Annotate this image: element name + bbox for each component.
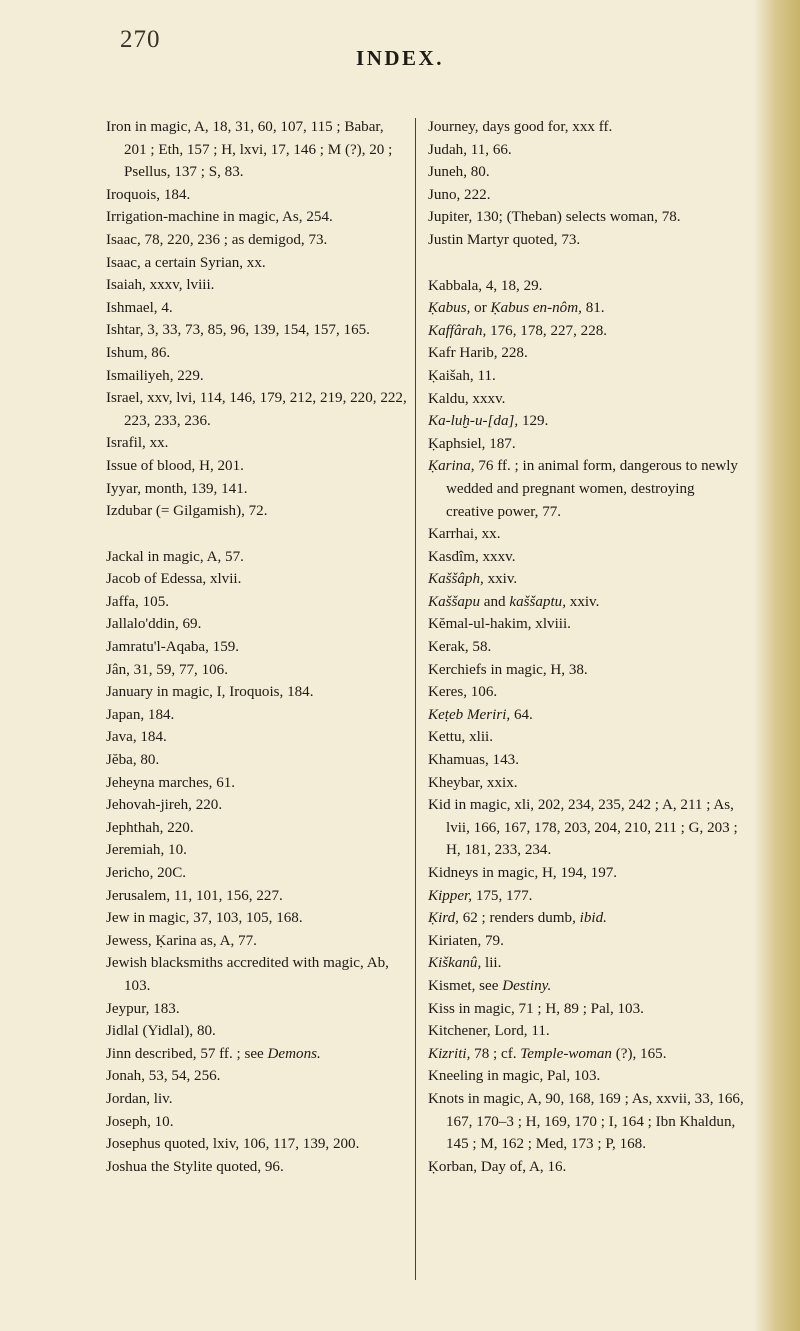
entry-headword: Kipper, [428, 887, 473, 904]
entry-text: Journey, days good for, xxx ff. [428, 119, 613, 135]
index-entry [428, 342, 744, 365]
index-entry [106, 681, 410, 704]
left-index-column [106, 116, 410, 1178]
index-entry [428, 1020, 744, 1043]
entry-text: Jân, 31, 59, 77, 106. [106, 661, 229, 678]
entry-text: Isaac, a certain Syrian, xx. [106, 254, 266, 271]
entry-text: Kiss in magic, 71 ; H, 89 ; Pal, 103. [428, 1000, 644, 1017]
entry-text: Jĕba, 80. [106, 752, 160, 769]
entry-text: Jephthah, 220. [106, 819, 194, 836]
entry-text: Jinn described, 57 ff. ; see [106, 1045, 264, 1062]
entry-text: 175, 177. [475, 887, 533, 904]
entry-text: Kitchener, Lord, 11. [428, 1023, 550, 1040]
index-entry [428, 116, 744, 139]
letter-section-gap [106, 523, 410, 546]
index-entry [428, 523, 744, 546]
entry-text: Jallalo'ddin, 69. [106, 616, 202, 633]
entry-text: Ḳaphsiel, 187. [428, 435, 516, 452]
index-entry [428, 613, 744, 636]
index-entry [106, 636, 410, 659]
entry-text: Knots in magic, A, 90, 168, 169 ; As, xxvii, 33, 166, 167, 170–3 ; H, 169, 170 ; I, 164 ; Ibn Khaldun, 145 ; M, 162 ; Med, 173 ; P, 168. [428, 1090, 744, 1153]
entry-headword: Kaffârah, [428, 322, 487, 339]
entry-text: Kafr Harib, 228. [428, 345, 528, 362]
entry-text: Ḳorban, Day of, A, 16. [428, 1158, 567, 1175]
index-entry [106, 229, 410, 252]
entry-headword: Ḳird, [428, 910, 459, 927]
entry-text: Java, 184. [106, 729, 167, 746]
entry-text: January in magic, I, Iroquois, 184. [106, 684, 314, 701]
entry-text: Joshua the Stylite quoted, 96. [106, 1158, 284, 1175]
index-entry [428, 455, 744, 523]
index-entry [106, 274, 410, 297]
entry-text: Jacob of Edessa, xlvii. [106, 571, 242, 588]
entry-text: Jupiter, 130; (Theban) selects woman, 78. [428, 209, 681, 226]
index-entry [106, 1111, 410, 1134]
cross-reference: Demons. [267, 1045, 321, 1062]
entry-text: Jehovah-jireh, 220. [106, 797, 223, 814]
index-entry [428, 546, 744, 569]
entry-text: Irrigation-machine in magic, As, 254. [106, 209, 333, 226]
entry-text: 62 ; renders dumb, [462, 910, 576, 927]
entry-text: Iron in magic, A, 18, 31, 60, 107, 115 ; Babar, 201 ; Eth, 157 ; H, lxvi, 17, 146 ; M (?), 20 ; Psellus, 137 ; S, 83. [106, 119, 393, 181]
entry-text: Kid in magic, xli, 202, 234, 235, 242 ; A, 211 ; As, lvii, 166, 167, 178, 203, 204, 210, 211 ; G, 203 ; H, 181, 233, 234. [428, 797, 738, 859]
entry-text: Kaldu, xxxv. [428, 390, 506, 407]
entry-italic: ibid. [579, 910, 607, 927]
index-entry [106, 319, 410, 342]
index-entry [106, 839, 410, 862]
entry-text: Judah, 11, 66. [428, 141, 512, 158]
entry-headword: Kaššapu [428, 593, 481, 610]
entry-headword: Ḳarina, [428, 458, 475, 475]
entry-text: Jeypur, 183. [106, 1000, 180, 1017]
index-entry [428, 591, 744, 614]
entry-text: Jewess, Ḳarina as, A, 77. [106, 932, 257, 949]
index-entry [106, 116, 410, 184]
entry-text: or [474, 300, 487, 317]
index-entry [428, 1088, 744, 1156]
entry-text: Israfil, xx. [106, 435, 169, 452]
entry-text: Ḳaišah, 11. [428, 367, 496, 384]
index-entry [106, 1065, 410, 1088]
entry-text: Iyyar, month, 139, 141. [106, 480, 248, 497]
entry-text: Kerchiefs in magic, H, 38. [428, 661, 588, 678]
index-entry [428, 726, 744, 749]
index-entry [106, 1020, 410, 1043]
page-number: 270 [120, 26, 161, 53]
index-entry [428, 1043, 744, 1066]
index-entry [106, 478, 410, 501]
index-entry [106, 659, 410, 682]
index-entry [106, 726, 410, 749]
index-entry [428, 998, 744, 1021]
entry-text: xxiv. [487, 571, 518, 588]
index-entry [428, 139, 744, 162]
entry-text: Jeheyna marches, 61. [106, 774, 236, 791]
index-entry [106, 342, 410, 365]
right-index-column [428, 116, 744, 1178]
entry-text: Issue of blood, H, 201. [106, 457, 244, 474]
entry-text: Ishtar, 3, 33, 73, 85, 96, 139, 154, 157, 165. [106, 322, 370, 339]
entry-text: lii. [485, 955, 502, 972]
entry-text: 64. [513, 706, 533, 723]
index-entry [428, 388, 744, 411]
entry-text: Juno, 222. [428, 186, 491, 203]
entry-text: Khamuas, 143. [428, 752, 519, 769]
index-entry [428, 184, 744, 207]
index-entry [428, 930, 744, 953]
index-entry [428, 681, 744, 704]
index-entry [106, 568, 410, 591]
index-entry [106, 297, 410, 320]
entry-italic: Destiny. [502, 977, 552, 994]
entry-text: 176, 178, 227, 228. [490, 322, 608, 339]
index-entry [106, 1133, 410, 1156]
entry-text: Kĕmal-ul-hakim, xlviii. [428, 616, 571, 633]
entry-text: Ishmael, 4. [106, 299, 173, 316]
index-entry [106, 1156, 410, 1179]
index-entry [106, 252, 410, 275]
index-entry [428, 952, 744, 975]
entry-text: Kasdîm, xxxv. [428, 548, 516, 565]
index-entry [106, 862, 410, 885]
entry-text: Kidneys in magic, H, 194, 197. [428, 865, 618, 881]
index-entry [428, 772, 744, 795]
entry-text: Iroquois, 184. [106, 186, 191, 203]
entry-text: 81. [585, 300, 605, 317]
index-entry [428, 229, 744, 252]
index-entry [106, 455, 410, 478]
index-entry [428, 568, 744, 591]
entry-text: Joseph, 10. [106, 1113, 174, 1130]
index-entry [428, 907, 744, 930]
index-entry [106, 772, 410, 795]
index-entry [106, 885, 410, 908]
entry-text: Jericho, 20C. [106, 865, 187, 881]
index-entry [106, 613, 410, 636]
entry-headword: Keṭeb Meriri, [428, 706, 511, 723]
index-entry [106, 546, 410, 569]
index-entry [106, 749, 410, 772]
index-entry [428, 975, 744, 998]
index-entry [106, 206, 410, 229]
entry-text: Jordan, liv. [106, 1090, 173, 1107]
entry-headword: Kizriti, [428, 1045, 471, 1062]
index-entry [106, 591, 410, 614]
index-entry [428, 206, 744, 229]
index-entry [106, 500, 410, 523]
entry-text: Ishum, 86. [106, 344, 171, 361]
entry-text: Justin Martyr quoted, 73. [428, 231, 581, 248]
entry-text: Jewish blacksmiths accredited with magic, Ab, 103. [106, 955, 389, 994]
entry-italic: Temple-woman [520, 1045, 612, 1062]
entry-text: Jidlal (Yidlal), 80. [106, 1023, 216, 1040]
entry-text: Jamratu'l-Aqaba, 159. [106, 639, 240, 656]
index-entry [106, 907, 410, 930]
entry-text: Karrhai, xx. [428, 526, 501, 543]
index-entry [106, 930, 410, 953]
entry-text: 76 ff. ; in animal form, dangerous to newly wedded and pregnant women, destroying creative power, 77. [446, 458, 738, 520]
entry-text: Kiriaten, 79. [428, 932, 504, 949]
entry-text: Kettu, xlii. [428, 729, 493, 746]
entry-text: Isaac, 78, 220, 236 ; as demigod, 73. [106, 231, 328, 248]
index-entry [428, 659, 744, 682]
index-entry [428, 410, 744, 433]
index-entry [106, 998, 410, 1021]
entry-text: Jonah, 53, 54, 256. [106, 1068, 221, 1085]
letter-section-gap [428, 252, 744, 275]
entry-text: xxiv. [569, 593, 600, 610]
entry-italic: kaššaptu, [509, 593, 566, 610]
index-entry [428, 1156, 744, 1179]
index-entry [106, 794, 410, 817]
index-entry [106, 365, 410, 388]
index-entry [428, 862, 744, 885]
index-entry [106, 1088, 410, 1111]
column-divider [415, 118, 416, 1280]
entry-text: Izdubar (= Gilgamish), 72. [106, 503, 268, 520]
index-entry [428, 297, 744, 320]
index-entry [106, 952, 410, 997]
index-entry [428, 794, 744, 862]
entry-text: 78 ; cf. [474, 1045, 517, 1062]
entry-text: Kismet, see [428, 977, 499, 994]
entry-text: Isaiah, xxxv, lviii. [106, 277, 215, 294]
index-entry [106, 704, 410, 727]
entry-text: 129. [521, 413, 549, 430]
index-entry [428, 365, 744, 388]
entry-text: Jew in magic, 37, 103, 105, 168. [106, 910, 303, 927]
index-entry [106, 1043, 410, 1066]
index-entry [106, 432, 410, 455]
index-entry [106, 817, 410, 840]
entry-text: Keres, 106. [428, 684, 498, 701]
index-entry [106, 387, 410, 432]
index-entry [106, 184, 410, 207]
entry-text: Jackal in magic, A, 57. [106, 548, 244, 565]
entry-text: Israel, xxv, lvi, 114, 146, 179, 212, 219, 220, 222, 223, 233, 236. [106, 390, 407, 429]
entry-headword: Kiškanû, [428, 955, 482, 972]
entry-headword: Ḳabus, [428, 300, 471, 317]
entry-text: (?), 165. [615, 1045, 667, 1062]
entry-text: Kheybar, xxix. [428, 774, 518, 791]
index-entry [428, 275, 744, 298]
entry-text: Juneh, 80. [428, 164, 490, 181]
entry-text: Kerak, 58. [428, 639, 492, 656]
entry-text: Kabbala, 4, 18, 29. [428, 277, 543, 294]
index-entry [428, 161, 744, 184]
index-entry [428, 749, 744, 772]
index-entry [428, 320, 744, 343]
entry-text: Jaffa, 105. [106, 593, 170, 610]
entry-text: Ismailiyeh, 229. [106, 367, 204, 384]
entry-text: Jerusalem, 11, 101, 156, 227. [106, 887, 283, 904]
entry-italic: Ḳabus en-nôm, [490, 300, 582, 317]
entry-text: and [483, 593, 506, 610]
page-heading: INDEX. [356, 46, 444, 70]
entry-text: Kneeling in magic, Pal, 103. [428, 1068, 601, 1085]
index-entry [428, 885, 744, 908]
index-entry [428, 636, 744, 659]
index-entry [428, 704, 744, 727]
entry-text: Josephus quoted, lxiv, 106, 117, 139, 200. [106, 1136, 360, 1153]
entry-text: Jeremiah, 10. [106, 842, 187, 859]
page-edge-shadow [754, 0, 800, 1331]
index-entry [428, 1065, 744, 1088]
entry-headword: Ka-luḫ-u-[da], [428, 413, 519, 430]
entry-headword: Kaššâph, [428, 571, 484, 588]
index-entry [428, 433, 744, 456]
entry-text: Japan, 184. [106, 706, 175, 723]
